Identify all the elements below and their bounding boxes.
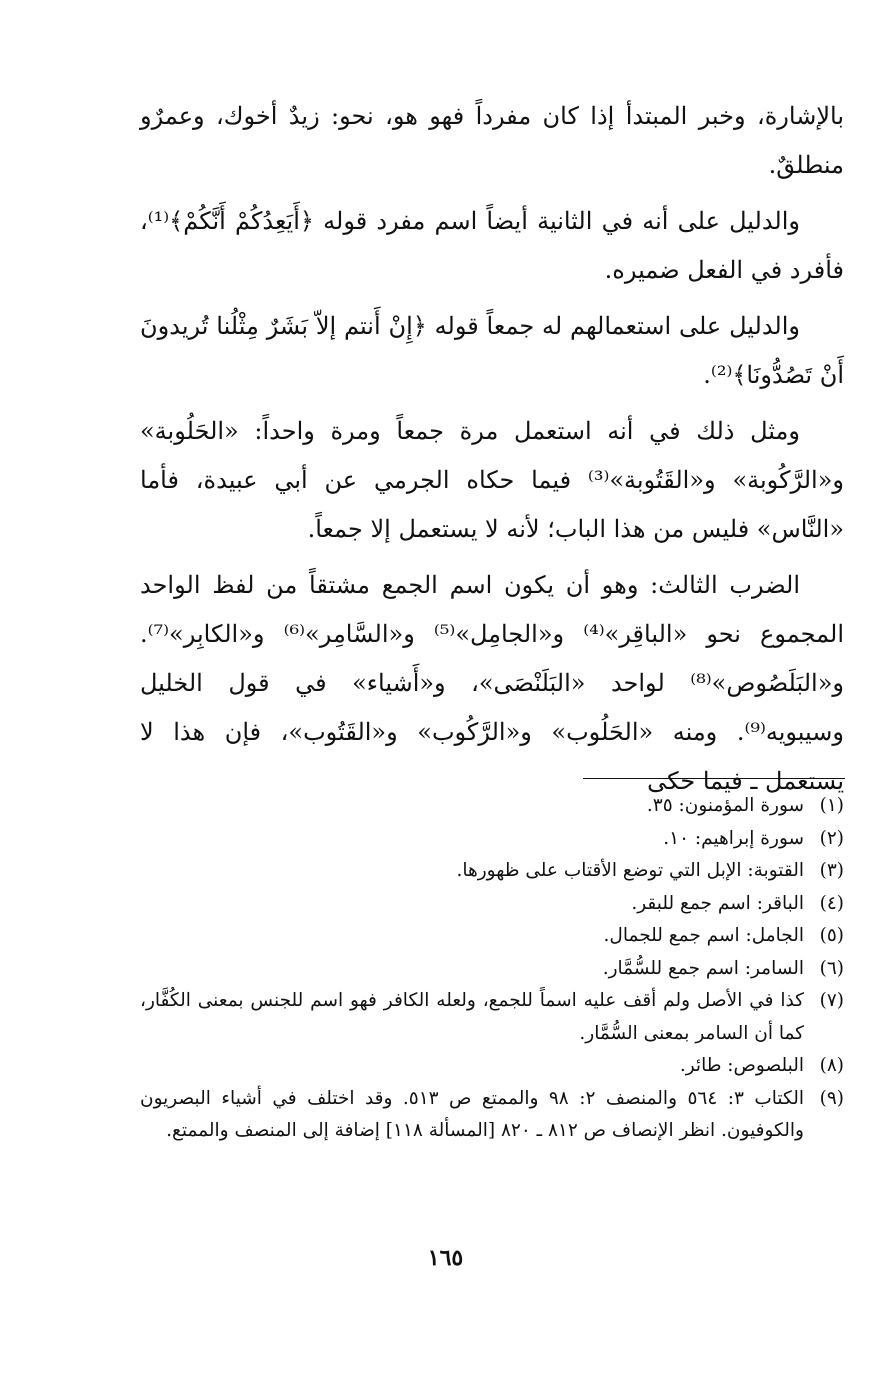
paragraph-5: الضرب الثالث: وهو أن يكون اسم الجمع مشتقاً من لفظ الواحد المجموع نحو «الباقِر»⁽⁴⁾ و«الجامِل»⁽⁵⁾ و«السَّامِر»⁽⁶⁾ و«الكابِر»⁽⁷⁾. و«البَلَصُوص»⁽⁸⁾ لواحد «البَلَنْصَى»، و«أَشياء» في قول الخليل وسيبويه⁽⁹⁾. ومنه «الحَلُوب» و«الرَّكُوب» و«القَتُوب»، فإن هذا لا يستعمل ـ فيما حكى [140, 571, 844, 795]
page-number: ١٦٥ [427, 1245, 464, 1271]
footnote-6 [140, 953, 844, 986]
footnote-number: (٩) [819, 1087, 844, 1109]
footnote-number: (٦) [819, 957, 844, 979]
footnote-number: (٢) [819, 827, 844, 849]
footnote-number: (٣) [819, 860, 844, 881]
paragraph-1: بالإشارة، وخبر المبتدأ إذا كان مفرداً فهو هو، نحو: زيدٌ أخوك، وعمرٌو منطلقٌ. [140, 102, 844, 179]
footnote-text: السامر: اسم جمع للسُّمَّار. [602, 957, 804, 979]
footnote-8 [140, 1050, 844, 1083]
footnote-text: القتوبة: الإبل التي توضع الأقتاب على ظهورها. [456, 860, 804, 881]
footnote-number: (٤) [819, 892, 844, 914]
footnote-number: (٨) [819, 1055, 844, 1076]
footnote-separator [583, 778, 845, 779]
footnote-text: سورة المؤمنون: ٣٥. [646, 795, 804, 816]
footnote-text: البلصوص: طائر. [679, 1055, 804, 1076]
footnote-9 [140, 1083, 844, 1148]
paragraph-2: والدليل على أنه في الثانية أيضاً اسم مفرد قوله ﴿أَيَعِدُكُمْ أَنَّكُمْ﴾⁽¹⁾، فأفرد في الفعل ضميره. [140, 207, 844, 284]
footnote-number: (١) [819, 795, 844, 816]
footnote-text: الباقر: اسم جمع للبقر. [631, 892, 804, 914]
paragraph-4: ومثل ذلك في أنه استعمل مرة جمعاً ومرة واحداً: «الحَلُوبة» و«الرَّكُوبة» و«القَتُوبة»⁽³⁾ فيما حكاه الجرمي عن أبي عبيدة، فأما «النَّاس» فليس من هذا الباب؛ لأنه لا يستعمل إلا جمعاً. [140, 417, 844, 543]
footnote-1 [140, 790, 844, 823]
footnote-text: سورة إبراهيم: ١٠. [663, 827, 804, 849]
footnotes [140, 790, 844, 1148]
footnote-2 [140, 823, 844, 856]
footnote-number: (٧) [819, 990, 844, 1011]
main-text [140, 92, 844, 813]
paragraph-3: والدليل على استعمالهم له جمعاً قوله ﴿إِنْ أَنتم إلاّ بَشَرٌ مِثْلُنا تُريدونَ أَنْ تَصُدُّونَا﴾⁽²⁾. [140, 312, 844, 389]
footnote-4 [140, 888, 844, 921]
footnote-text: كذا في الأصل ولم أقف عليه اسماً للجمع، ولعله الكافر فهو اسم للجنس بمعنى الكُفَّار، كما أن السامر بمعنى السُّمَّار. [140, 990, 804, 1044]
footnote-text: الجامل: اسم جمع للجمال. [603, 925, 804, 946]
footnote-7 [140, 985, 844, 1050]
footnote-text: الكتاب ٣: ٥٦٤ والمنصف ٢: ٩٨ والممتع ص ٥١٣. وقد اختلف في أشياء البصريون والكوفيون. انظر الإنصاف ص ٨١٢ ـ ٨٢٠ [المسألة ١١٨] إضافة إلى المنصف والممتع. [140, 1087, 804, 1141]
footnote-3 [140, 855, 844, 888]
footnote-number: (٥) [819, 925, 844, 946]
footnote-5 [140, 920, 844, 953]
